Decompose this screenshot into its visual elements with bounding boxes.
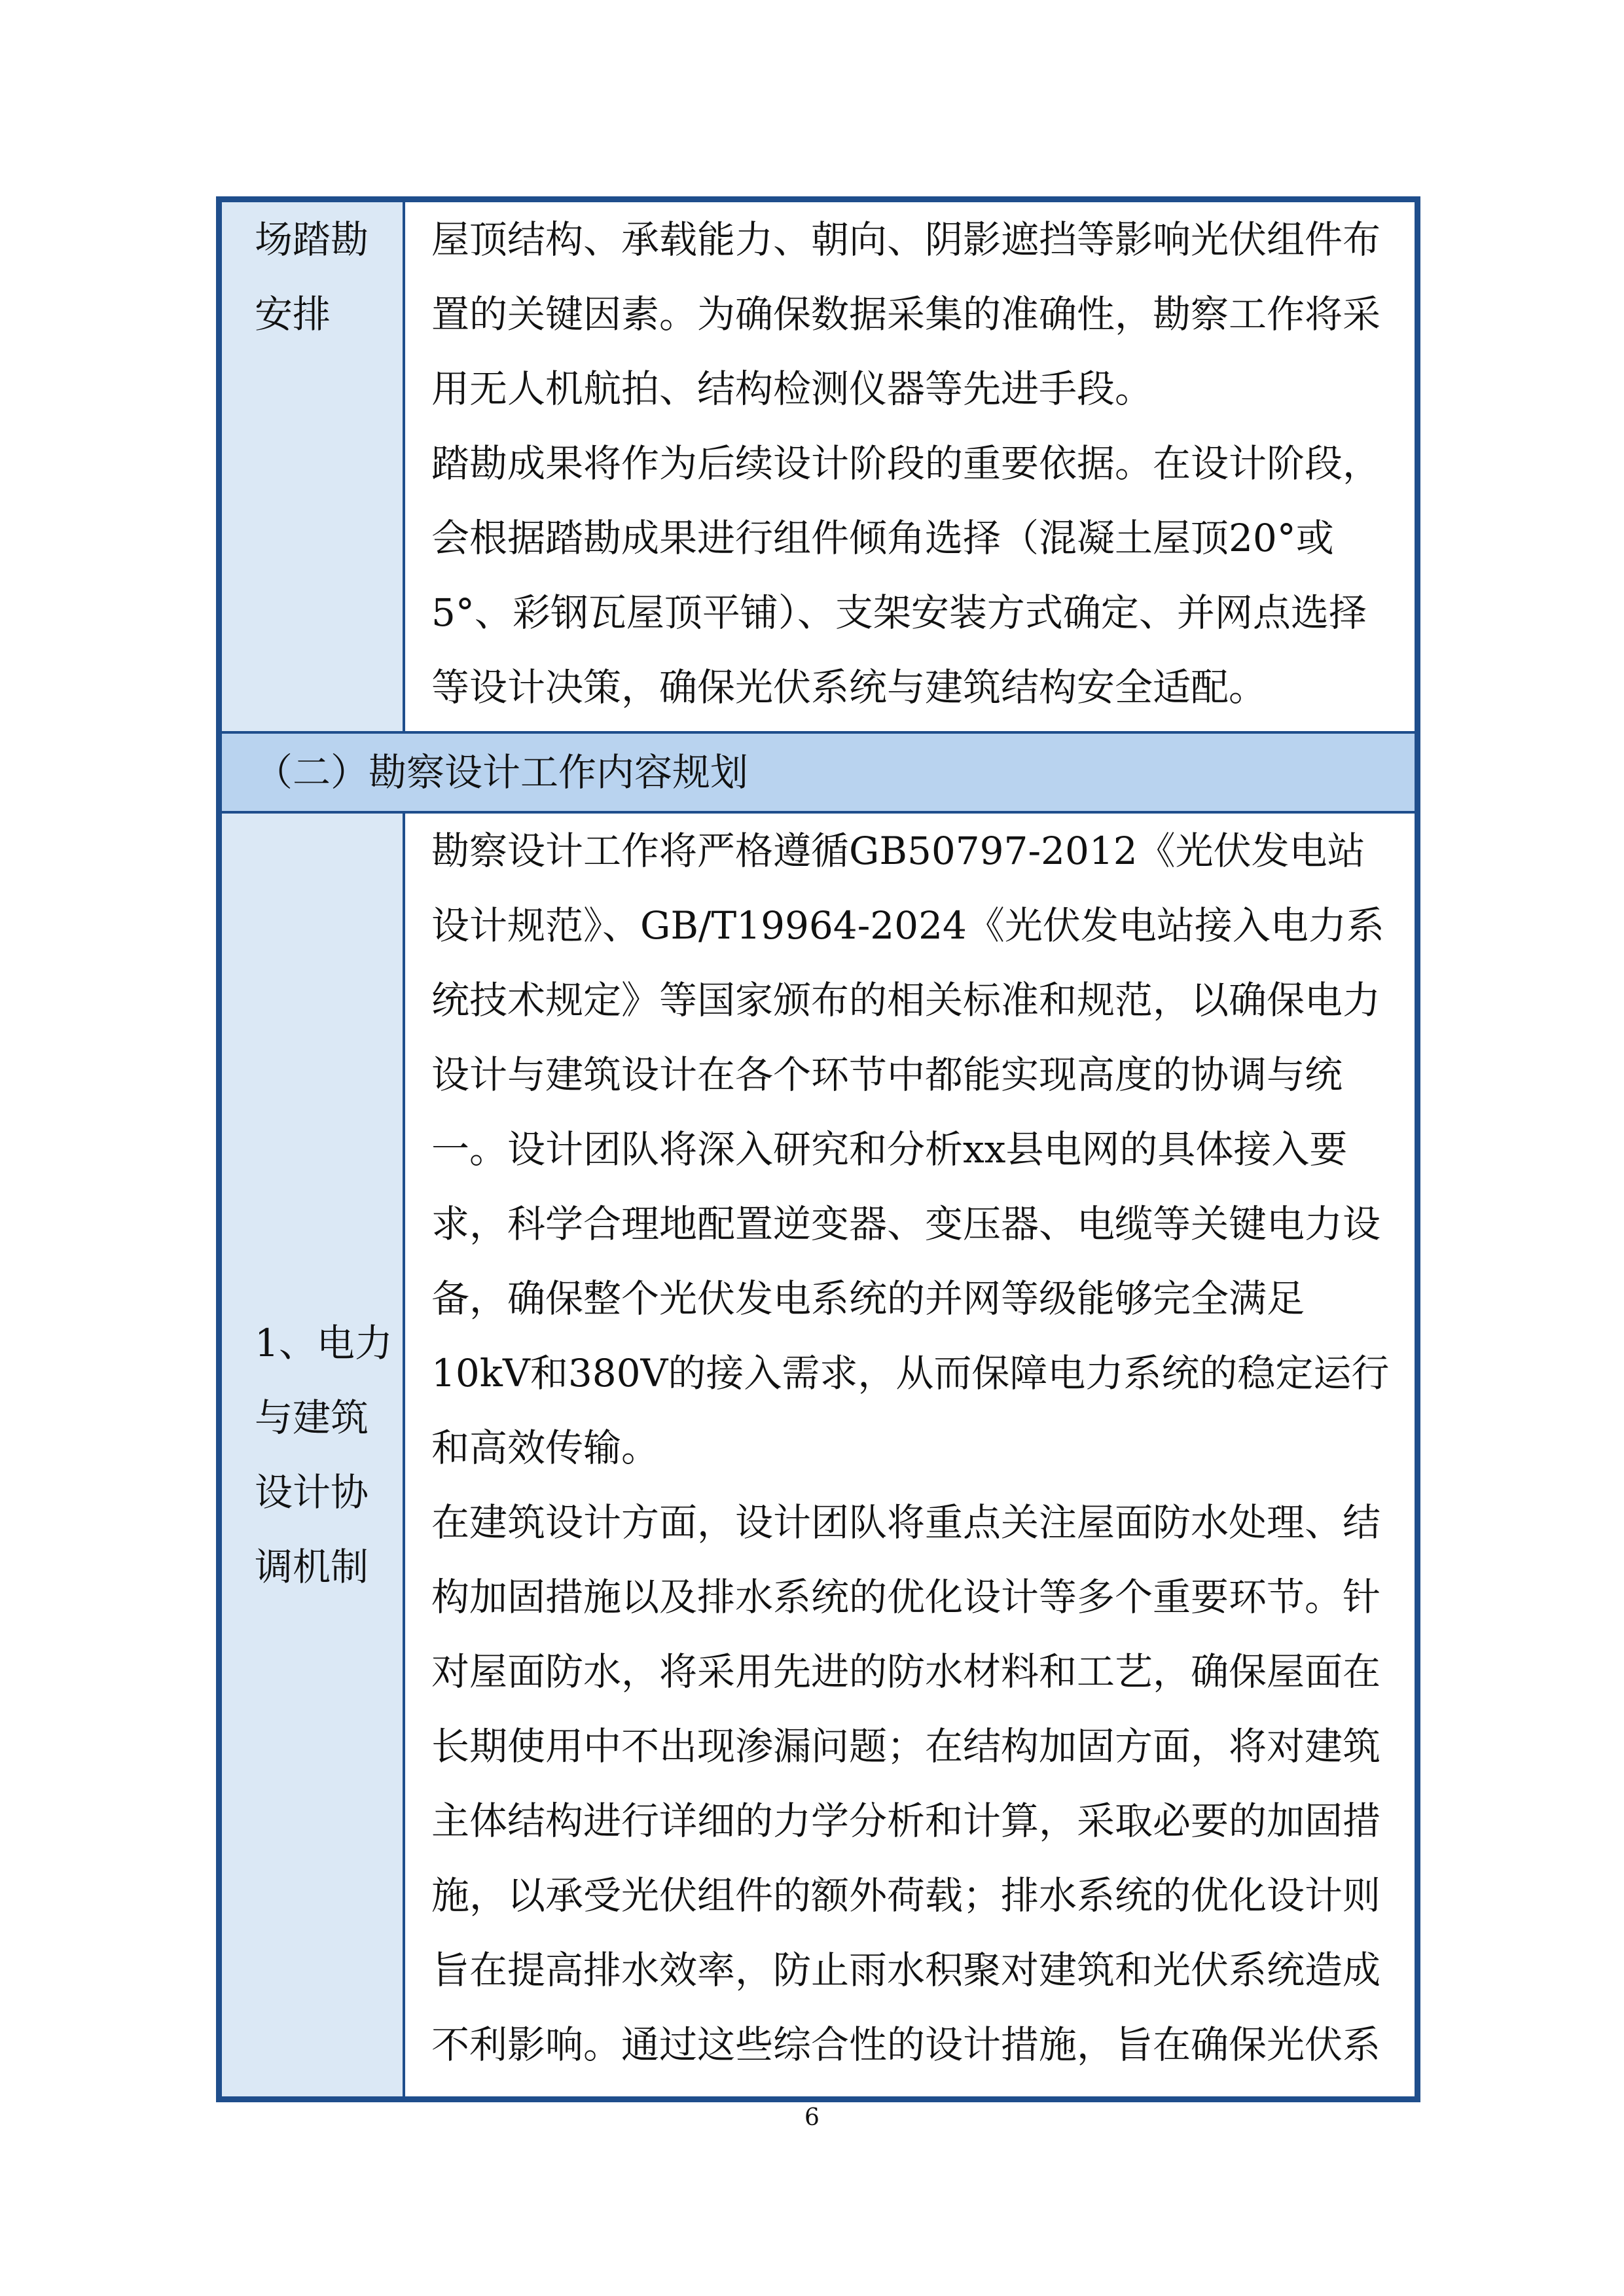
row-label xyxy=(222,814,405,2096)
row-content xyxy=(405,814,1415,2096)
page-number: 6 xyxy=(804,2104,820,2131)
row-content xyxy=(405,202,1415,731)
content-table xyxy=(216,196,1420,2102)
table-row xyxy=(222,202,1415,731)
paragraph: 在建筑设计方面，设计团队将重点关注屋面防水处理、结构加固措施以及排水系统的优化设计等多个重要环节。针对屋面防水，将采用先进的防水材料和工艺，确保屋面在长期使用中不出现渗漏问题；在结构加固方面，将对建筑主体结构进行详细的力学分析和计算，采取必要的加固措施，以承受光伏组件的额外荷载；排水系统的优化设计则旨在提高排水效率，防止雨水积聚对建筑和光伏系统造成不利影响。通过这些综合性的设计措施，旨在确保光伏系 xyxy=(431,1500,1381,2067)
row-label-text: 场踏勘安排 xyxy=(255,217,369,336)
paragraph: 踏勘成果将作为后续设计阶段的重要依据。在设计阶段，会根据踏勘成果进行组件倾角选择（混凝土屋顶20°或5°、彩钢瓦屋顶平铺）、支架安装方式确定、并网点选择等设计决策，确保光伏系统与建筑结构安全适配。 xyxy=(431,441,1381,709)
section-title: （二）勘察设计工作内容规划 xyxy=(255,750,749,795)
row-label xyxy=(222,202,405,731)
paragraph: 屋顶结构、承载能力、朝向、阴影遮挡等影响光伏组件布置的关键因素。为确保数据采集的准确性，勘察工作将采用无人机航拍、结构检测仪器等先进手段。 xyxy=(431,217,1381,411)
table-row xyxy=(222,811,1415,2096)
paragraph: 勘察设计工作将严格遵循GB50797-2012《光伏发电站设计规范》、GB/T19964-2024《光伏发电站接入电力系统技术规定》等国家颁布的相关标准和规范，以确保电力设计与建筑设计在各个环节中都能实现高度的协调与统一。设计团队将深入研究和分析xx县电网的具体接入要求，科学合理地配置逆变器、变压器、电缆等关键电力设备，确保整个光伏发电系统的并网等级能够完全满足10kV和380V的接入需求，从而保障电力系统的稳定运行和高效传输。 xyxy=(431,829,1390,1470)
row-label-text: 1、电力与建筑设计协调机制 xyxy=(255,1321,393,1589)
section-header-row xyxy=(222,731,1415,811)
